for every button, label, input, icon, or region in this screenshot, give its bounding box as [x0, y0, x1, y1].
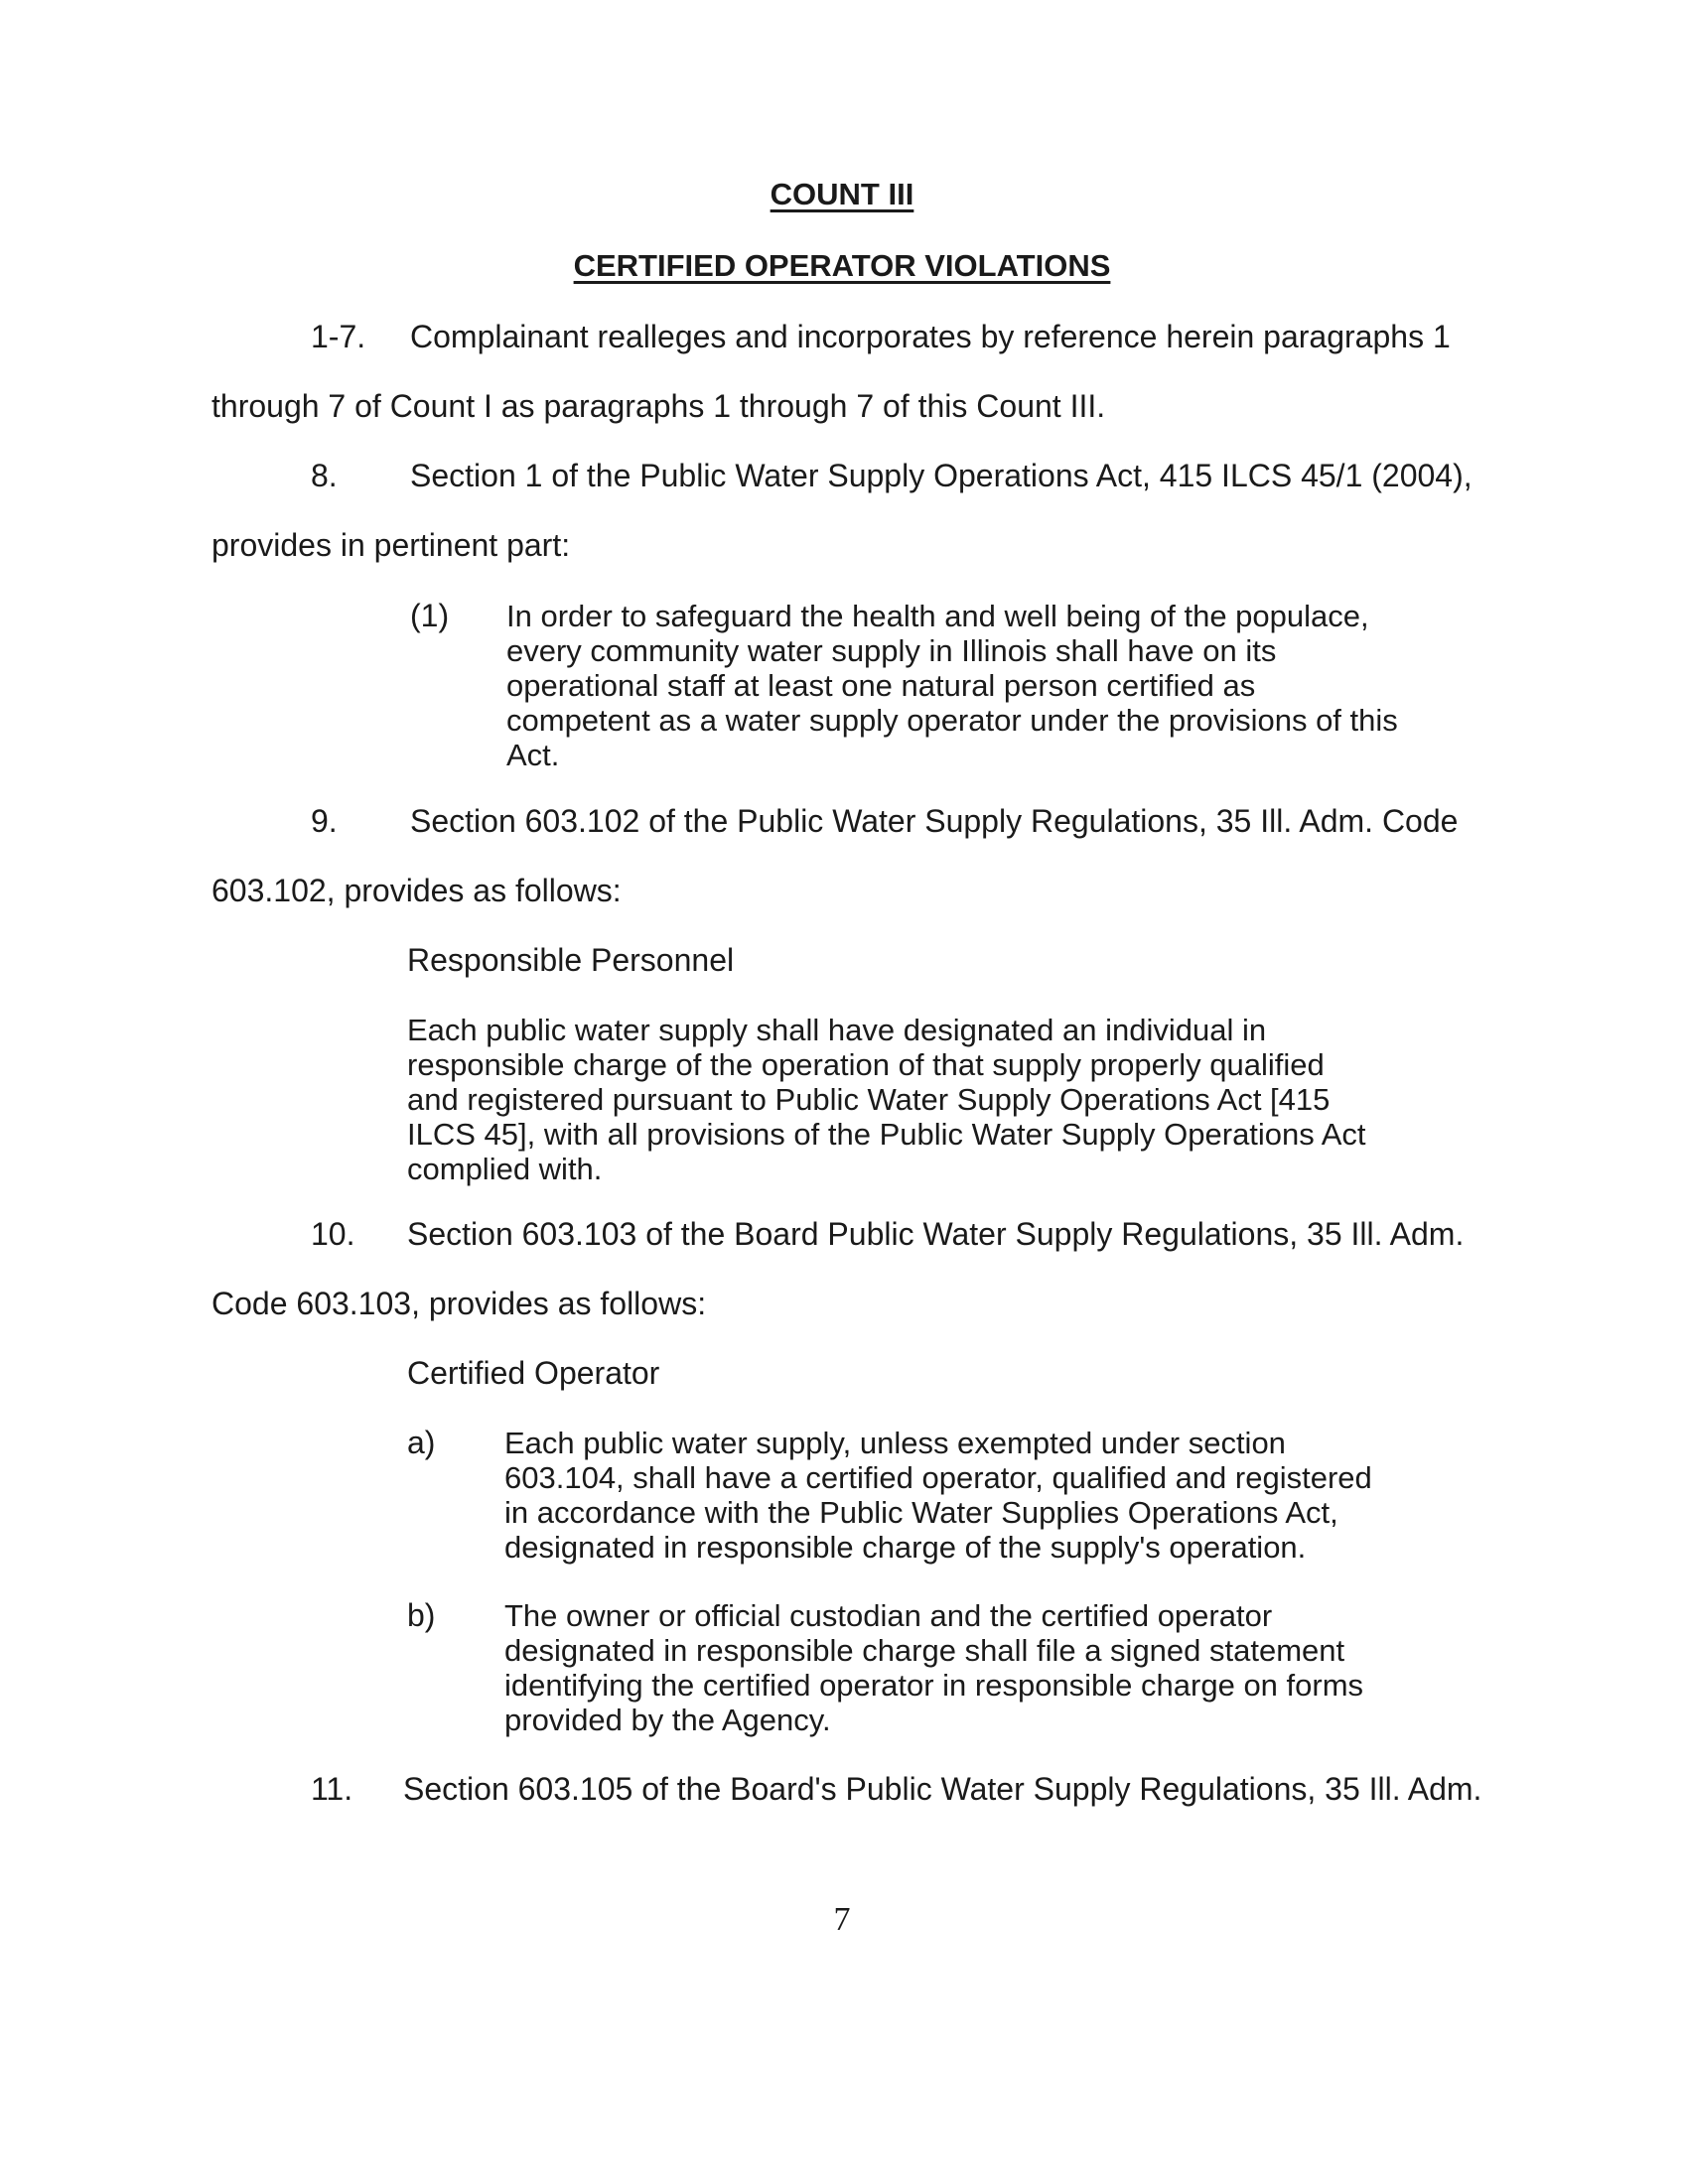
- paragraph-number: 10.: [311, 1216, 355, 1252]
- quote-label: (1): [410, 598, 450, 633]
- paragraph-text: Section 603.103 of the Board Public Water Supply Regulations, 35 Ill. Adm.: [407, 1216, 1465, 1252]
- quote-text: Each public water supply shall have designated an individual in responsible charge of the operation of that supply properly qualified and registered pursuant to Public Water Supply Operations Act [415 ILCS 45], with all provisions of the Public Water Supply Operations Act complied with.: [407, 1013, 1366, 1186]
- paragraph-text: provides in pertinent part:: [211, 527, 571, 563]
- paragraph-text: Complainant realleges and incorporates by reference herein paragraphs 1: [410, 319, 1451, 354]
- quote-text: The owner or official custodian and the certified operator designated in responsible charge shall file a signed statement identifying the certified operator in responsible charge on forms provided by the Agency.: [504, 1598, 1364, 1737]
- paragraph-number: 9.: [311, 803, 338, 839]
- paragraph-number: 11.: [311, 1771, 353, 1807]
- quote-text: In order to safeguard the health and well being of the populace, every community water supply in Illinois shall have on its operational staff at least one natural person certified as competent as a water supply operator under the provisions of this Act.: [506, 599, 1398, 772]
- paragraph-text: 603.102, provides as follows:: [211, 873, 622, 908]
- paragraph-text: Code 603.103, provides as follows:: [211, 1286, 707, 1321]
- quote-text: Each public water supply, unless exempted under section 603.104, shall have a certified operator, qualified and registered in accordance with the Public Water Supplies Operations Act, designated in responsible charge of the supply's operation.: [504, 1426, 1372, 1565]
- page-number: 7: [833, 1901, 851, 1938]
- count-heading: COUNT III: [770, 177, 914, 211]
- quote-label: b): [407, 1597, 436, 1633]
- paragraph-number: 8.: [311, 458, 338, 493]
- paragraph-text: Section 603.105 of the Board's Public Water Supply Regulations, 35 Ill. Adm.: [403, 1771, 1482, 1807]
- quote-label: a): [407, 1425, 436, 1460]
- quote-title: Responsible Personnel: [407, 942, 735, 978]
- quote-title: Certified Operator: [407, 1355, 660, 1391]
- paragraph-text: through 7 of Count I as paragraphs 1 through 7 of this Count III.: [211, 388, 1106, 424]
- paragraph-text: Section 603.102 of the Public Water Supply Regulations, 35 Ill. Adm. Code: [410, 803, 1459, 839]
- section-title: CERTIFIED OPERATOR VIOLATIONS: [573, 248, 1111, 283]
- paragraph-text: Section 1 of the Public Water Supply Operations Act, 415 ILCS 45/1 (2004),: [410, 458, 1473, 493]
- paragraph-number: 1-7.: [311, 319, 366, 354]
